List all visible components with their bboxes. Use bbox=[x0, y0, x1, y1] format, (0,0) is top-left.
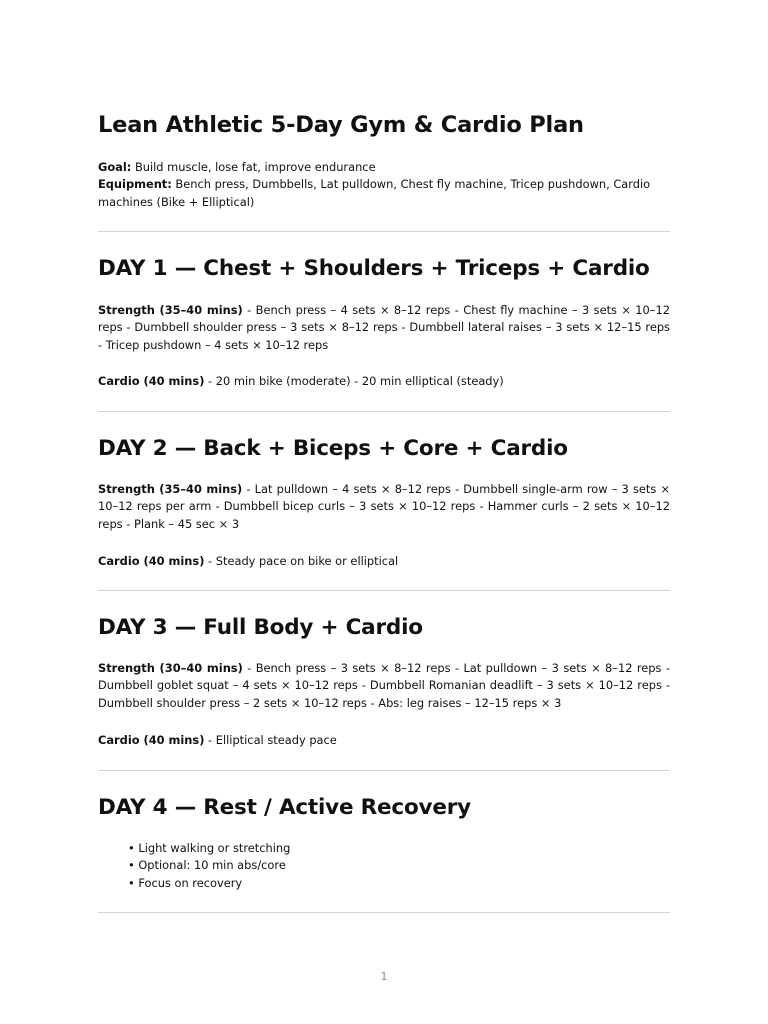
day-4-list bbox=[98, 840, 670, 892]
day-3-cardio bbox=[98, 732, 670, 749]
divider bbox=[98, 411, 670, 412]
plan-intro bbox=[98, 159, 670, 211]
day-1-cardio-text: - 20 min bike (moderate) - 20 min elliptical (steady) bbox=[204, 374, 504, 388]
page-title: Lean Athletic 5-Day Gym & Cardio Plan bbox=[98, 112, 584, 138]
divider bbox=[98, 770, 670, 771]
page-number: 1 bbox=[380, 970, 388, 983]
day-2-cardio bbox=[98, 553, 670, 570]
day-2-strength bbox=[98, 481, 670, 533]
day-3-heading: DAY 3 — Full Body + Cardio bbox=[98, 615, 423, 640]
day-1-strength bbox=[98, 302, 670, 354]
day-3-cardio-label: Cardio (40 mins) bbox=[98, 733, 205, 747]
day-3-cardio-text: - Elliptical steady pace bbox=[204, 733, 337, 747]
goal-label: Goal: bbox=[98, 160, 132, 174]
day-2-cardio-text: - Steady pace on bike or elliptical bbox=[204, 554, 399, 568]
day-1-heading: DAY 1 — Chest + Shoulders + Triceps + Cardio bbox=[98, 256, 650, 281]
day-2-heading: DAY 2 — Back + Biceps + Core + Cardio bbox=[98, 436, 568, 461]
equipment-label: Equipment: bbox=[98, 177, 172, 192]
day-2-strength-label: Strength (35–40 mins) bbox=[98, 482, 243, 496]
goal-line bbox=[98, 159, 670, 176]
day-1-cardio-label: Cardio (40 mins) bbox=[98, 374, 205, 388]
divider bbox=[98, 590, 670, 591]
list-item: • Focus on recovery bbox=[128, 875, 670, 892]
day-4-heading: DAY 4 — Rest / Active Recovery bbox=[98, 795, 471, 820]
day-1-strength-text: - Bench press – 4 sets × 8–12 reps - Chest fly machine – 3 sets × 10–12 reps - Dumbbell shoulder press – 3 sets × 8–12 reps - Dumbbell lateral raises – 3 sets × 12–15 reps - Tricep pushdown – 4 sets × 10–12 reps bbox=[98, 303, 670, 352]
day-1-strength-label: Strength (35–40 mins) bbox=[98, 303, 243, 317]
goal-text: Build muscle, lose fat, improve endurance bbox=[131, 160, 376, 174]
day-2-cardio-label: Cardio (40 mins) bbox=[98, 554, 205, 568]
divider bbox=[98, 912, 670, 913]
equipment-line bbox=[98, 176, 670, 211]
day-3-strength-label: Strength (30–40 mins) bbox=[98, 661, 243, 675]
day-3-strength-text: - Bench press – 3 sets × 8–12 reps - Lat pulldown – 3 sets × 8–12 reps - Dumbbell goblet squat – 4 sets × 10–12 reps - Dumbbell Romanian deadlift – 3 sets × 10–12 reps - Dumbbell shoulder press – 2 sets × 10–12 reps - Abs: leg raises – 12–15 reps × 3 bbox=[98, 661, 670, 710]
day-3-strength bbox=[98, 660, 670, 712]
day-2-strength-text: - Lat pulldown – 4 sets × 8–12 reps - Dumbbell single-arm row – 3 sets × 10–12 reps per arm - Dumbbell bicep curls – 3 sets × 10–12 reps - Hammer curls – 2 sets × 10–12 reps - Plank – 45 sec × 3 bbox=[98, 482, 670, 531]
list-item: • Optional: 10 min abs/core bbox=[128, 857, 670, 874]
list-item: • Light walking or stretching bbox=[128, 840, 670, 857]
divider bbox=[98, 231, 670, 232]
day-1-cardio bbox=[98, 373, 670, 390]
equipment-text: Bench press, Dumbbells, Lat pulldown, Chest fly machine, Tricep pushdown, Cardio machines (Bike + Elliptical) bbox=[98, 177, 651, 209]
